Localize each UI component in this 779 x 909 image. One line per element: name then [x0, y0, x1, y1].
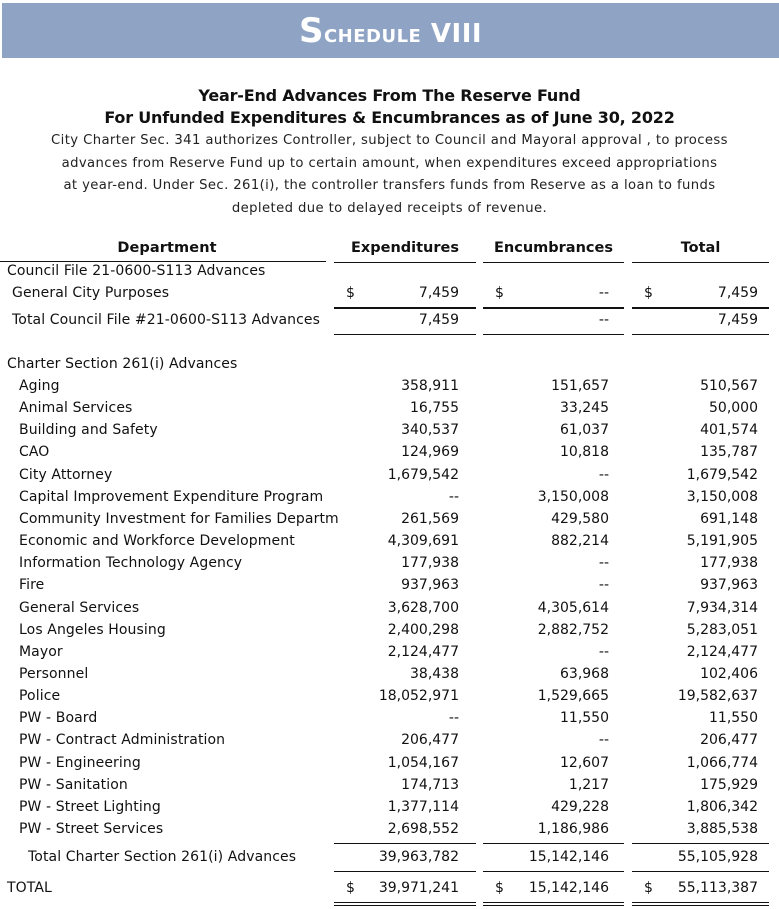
- encumbrances-cell: [483, 666, 624, 688]
- expenditures-cell: [334, 849, 476, 872]
- subtotal-label: Total Charter Section 261(i) Advances: [28, 849, 297, 865]
- encumbrances-cell: [483, 444, 624, 466]
- total-value: 102,406: [700, 666, 758, 682]
- encumbrances-cell: [483, 755, 624, 777]
- column-header-expenditures: [334, 240, 476, 263]
- expenditures-value: 937,963: [401, 577, 459, 594]
- total-value: 3,150,008: [686, 488, 758, 505]
- table-row: [0, 688, 779, 710]
- table-row: [0, 600, 779, 622]
- expenditures-cell: [334, 732, 476, 754]
- expenditures-value: 4,309,691: [387, 533, 459, 549]
- department-name: Community Investment for Families Departm: [19, 510, 339, 527]
- total-value: 55,105,928: [677, 849, 758, 865]
- expenditures-cell: [334, 600, 476, 622]
- total-cell: [632, 710, 769, 732]
- expenditures-cell: [334, 666, 476, 688]
- encumbrances-value: 3,150,008: [537, 488, 609, 505]
- total-cell: [632, 821, 769, 844]
- department-name: Building and Safety: [19, 422, 158, 439]
- total-cell: [632, 688, 769, 710]
- expenditures-value: --: [448, 710, 459, 727]
- total-cell: [632, 400, 769, 422]
- total-value: 510,567: [700, 378, 758, 394]
- encumbrances-cell: [483, 777, 624, 799]
- description-line: City Charter Sec. 341 authorizes Controller, subject to Council and Mayoral approval , to process: [51, 133, 728, 148]
- encumbrances-value: 1,186,986: [537, 821, 609, 837]
- encumbrances-value: --: [598, 285, 609, 301]
- expenditures-value: 1,679,542: [387, 466, 459, 483]
- total-cell: [632, 600, 769, 622]
- expenditures-value: 340,537: [401, 422, 459, 439]
- table-row: [0, 511, 779, 533]
- currency-symbol: $: [644, 880, 653, 896]
- section-label: Charter Section 261(i) Advances: [7, 356, 238, 372]
- schedule-title-rest: chedule VIII: [323, 18, 483, 49]
- expenditures-value: 206,477: [401, 732, 459, 749]
- expenditures-value: 2,400,298: [387, 621, 459, 638]
- total-cell: [632, 732, 769, 754]
- total-cell: [632, 489, 769, 511]
- expenditures-cell: [334, 755, 476, 777]
- expenditures-value: 38,438: [410, 666, 459, 682]
- total-cell: [632, 755, 769, 777]
- encumbrances-value: 33,245: [560, 400, 609, 417]
- encumbrances-cell: [483, 511, 624, 533]
- encumbrances-value: 429,228: [551, 798, 609, 815]
- department-name: General City Purposes: [12, 285, 170, 301]
- subtotal-row-council-file: [0, 312, 779, 334]
- expenditures-value: 7,459: [418, 285, 459, 301]
- total-value: 11,550: [709, 710, 758, 727]
- table-row: [0, 555, 779, 577]
- encumbrances-value: 1,529,665: [537, 688, 609, 705]
- total-cell: [632, 285, 769, 309]
- encumbrances-value: 429,580: [551, 510, 609, 527]
- total-value: 135,787: [700, 444, 758, 461]
- currency-symbol: $: [644, 285, 653, 301]
- expenditures-cell: [334, 312, 476, 335]
- encumbrances-cell: [483, 799, 624, 821]
- encumbrances-cell: [483, 688, 624, 710]
- total-value: 1,806,342: [686, 798, 758, 815]
- section-header-charter: [0, 356, 779, 378]
- expenditures-value: 177,938: [401, 555, 459, 572]
- total-cell: [632, 555, 769, 577]
- table-row: [0, 533, 779, 555]
- expenditures-value: 174,713: [401, 776, 459, 793]
- department-name: General Services: [19, 599, 140, 616]
- header-underline: [0, 261, 326, 262]
- encumbrances-value: --: [598, 643, 609, 660]
- department-name: PW - Street Lighting: [19, 798, 161, 815]
- department-name: Personnel: [19, 666, 89, 682]
- encumbrances-value: 15,142,146: [528, 880, 609, 896]
- encumbrances-cell: [483, 422, 624, 444]
- grand-total-label: TOTAL: [7, 880, 52, 896]
- description: [0, 130, 779, 220]
- total-value: 7,459: [717, 285, 758, 301]
- total-value: 206,477: [700, 732, 758, 749]
- encumbrances-cell: [483, 849, 624, 872]
- department-name: Los Angeles Housing: [19, 621, 166, 638]
- total-cell: [632, 378, 769, 400]
- table-row: [0, 400, 779, 422]
- description-line: advances from Reserve Fund up to certain amount, when expenditures exceed appropriations: [61, 155, 718, 171]
- department-name: PW - Contract Administration: [19, 732, 226, 749]
- encumbrances-cell: [483, 555, 624, 577]
- encumbrances-cell: [483, 312, 624, 335]
- encumbrances-value: --: [598, 466, 609, 483]
- expenditures-cell: [334, 710, 476, 732]
- table-row: [0, 285, 779, 307]
- expenditures-value: 39,971,241: [378, 880, 459, 896]
- currency-symbol: $: [346, 880, 355, 896]
- expenditures-value: 7,459: [418, 312, 459, 328]
- table-row: [0, 577, 779, 599]
- expenditures-cell: [334, 400, 476, 422]
- table-row: [0, 799, 779, 821]
- encumbrances-cell: [483, 732, 624, 754]
- total-value: 5,191,905: [686, 533, 758, 549]
- department-name: Police: [19, 688, 61, 705]
- encumbrances-cell: [483, 378, 624, 400]
- column-header-encumbrances-label: Encumbrances: [494, 240, 613, 256]
- total-cell: [632, 644, 769, 666]
- encumbrances-cell: [483, 710, 624, 732]
- department-name: Capital Improvement Expenditure Program: [19, 488, 324, 505]
- total-cell: [632, 799, 769, 821]
- encumbrances-value: 2,882,752: [537, 621, 609, 638]
- expenditures-value: --: [448, 488, 459, 505]
- encumbrances-value: --: [598, 577, 609, 594]
- expenditures-value: 124,969: [401, 444, 459, 461]
- encumbrances-value: --: [598, 732, 609, 749]
- encumbrances-value: 12,607: [560, 754, 609, 771]
- expenditures-cell: [334, 880, 476, 906]
- total-cell: [632, 312, 769, 335]
- table-row: [0, 489, 779, 511]
- department-name: PW - Sanitation: [19, 776, 128, 793]
- department-name: Information Technology Agency: [19, 555, 243, 572]
- encumbrances-value: 10,818: [560, 444, 609, 461]
- encumbrances-value: --: [598, 312, 609, 328]
- expenditures-cell: [334, 285, 476, 309]
- encumbrances-value: 15,142,146: [528, 849, 609, 865]
- schedule-title: [299, 11, 482, 51]
- currency-symbol: $: [495, 285, 504, 301]
- expenditures-cell: [334, 444, 476, 466]
- department-name: City Attorney: [19, 466, 113, 483]
- table-row: [0, 467, 779, 489]
- total-cell: [632, 467, 769, 489]
- table-row: [0, 777, 779, 799]
- expenditures-cell: [334, 511, 476, 533]
- column-header-department: Department: [117, 240, 217, 256]
- total-cell: [632, 622, 769, 644]
- total-value: 7,934,314: [686, 599, 758, 616]
- encumbrances-cell: [483, 533, 624, 555]
- report-title: Year-End Advances From The Reserve Fund: [198, 86, 581, 105]
- total-cell: [632, 444, 769, 466]
- expenditures-cell: [334, 577, 476, 599]
- expenditures-cell: [334, 533, 476, 555]
- department-name: Economic and Workforce Development: [19, 533, 295, 549]
- currency-symbol: $: [346, 285, 355, 301]
- table-row: [0, 622, 779, 644]
- column-header-expenditures-label: Expenditures: [350, 240, 459, 256]
- column-header-encumbrances: [483, 240, 624, 263]
- encumbrances-value: 61,037: [560, 422, 609, 439]
- department-name: Aging: [19, 378, 60, 394]
- total-cell: [632, 533, 769, 555]
- table-row: [0, 444, 779, 466]
- encumbrances-cell: [483, 285, 624, 309]
- expenditures-cell: [334, 821, 476, 844]
- description-line: depleted due to delayed receipts of revenue.: [231, 200, 548, 216]
- expenditures-cell: [334, 422, 476, 444]
- expenditures-cell: [334, 688, 476, 710]
- total-cell: [632, 577, 769, 599]
- total-value: 401,574: [700, 422, 758, 439]
- report-subtitle: For Unfunded Expenditures & Encumbrances as of June 30, 2022: [104, 108, 675, 127]
- total-value: 7,459: [717, 312, 758, 328]
- grand-total-row: [0, 880, 779, 902]
- total-cell: [632, 666, 769, 688]
- total-value: 937,963: [700, 577, 758, 594]
- section-label: Council File 21-0600-S113 Advances: [7, 263, 266, 279]
- total-value: 2,124,477: [686, 643, 758, 660]
- total-value: 19,582,637: [677, 688, 758, 705]
- expenditures-cell: [334, 467, 476, 489]
- total-value: 1,066,774: [686, 754, 758, 771]
- expenditures-cell: [334, 378, 476, 400]
- total-value: 691,148: [700, 510, 758, 527]
- total-value: 50,000: [709, 400, 758, 417]
- table-row: [0, 755, 779, 777]
- schedule-banner: [2, 3, 779, 58]
- expenditures-value: 1,377,114: [387, 798, 459, 815]
- total-value: 175,929: [700, 776, 758, 793]
- total-cell: [632, 422, 769, 444]
- encumbrances-value: 4,305,614: [537, 599, 609, 616]
- table-row: [0, 710, 779, 732]
- table-row: [0, 378, 779, 400]
- total-cell: [632, 511, 769, 533]
- department-name: PW - Street Services: [19, 821, 164, 837]
- encumbrances-value: 63,968: [560, 666, 609, 682]
- department-name: Fire: [19, 577, 45, 594]
- total-value: 55,113,387: [677, 880, 758, 896]
- encumbrances-cell: [483, 400, 624, 422]
- table-row: [0, 422, 779, 444]
- encumbrances-cell: [483, 489, 624, 511]
- expenditures-value: 1,054,167: [387, 754, 459, 771]
- expenditures-value: 3,628,700: [387, 599, 459, 616]
- department-name: CAO: [19, 444, 50, 461]
- expenditures-value: 2,698,552: [387, 821, 459, 837]
- department-name: PW - Board: [19, 710, 98, 727]
- expenditures-value: 39,963,782: [378, 849, 459, 865]
- expenditures-cell: [334, 777, 476, 799]
- expenditures-cell: [334, 644, 476, 666]
- encumbrances-cell: [483, 577, 624, 599]
- total-cell: [632, 880, 769, 906]
- encumbrances-cell: [483, 622, 624, 644]
- total-value: 1,679,542: [686, 466, 758, 483]
- total-value: 3,885,538: [686, 821, 758, 837]
- column-header-total-label: Total: [680, 240, 721, 256]
- total-cell: [632, 777, 769, 799]
- expenditures-cell: [334, 489, 476, 511]
- table-row: [0, 732, 779, 754]
- schedule-title-initial: S: [298, 10, 324, 51]
- table-header: [0, 240, 779, 262]
- expenditures-value: 358,911: [401, 378, 459, 394]
- expenditures-value: 2,124,477: [387, 643, 459, 660]
- subtotal-row-charter: [0, 849, 779, 871]
- department-name: Animal Services: [19, 400, 133, 417]
- description-line: at year-end. Under Sec. 261(i), the controller transfers funds from Reserve as a loan to funds: [63, 178, 716, 193]
- section-header-council-file: [0, 263, 779, 285]
- expenditures-cell: [334, 555, 476, 577]
- department-name: PW - Engineering: [19, 754, 141, 771]
- expenditures-value: 16,755: [410, 400, 459, 417]
- expenditures-cell: [334, 799, 476, 821]
- encumbrances-cell: [483, 880, 624, 906]
- subtotal-label: Total Council File #21-0600-S113 Advances: [12, 312, 321, 328]
- encumbrances-value: 1,217: [568, 776, 609, 793]
- encumbrances-cell: [483, 600, 624, 622]
- table-row: [0, 666, 779, 688]
- encumbrances-cell: [483, 467, 624, 489]
- expenditures-value: 261,569: [401, 510, 459, 527]
- total-value: 5,283,051: [686, 621, 758, 638]
- expenditures-value: 18,052,971: [378, 688, 459, 705]
- encumbrances-value: 882,214: [551, 533, 609, 549]
- encumbrances-cell: [483, 644, 624, 666]
- expenditures-cell: [334, 622, 476, 644]
- column-header-total: [632, 240, 769, 263]
- total-cell: [632, 849, 769, 872]
- currency-symbol: $: [495, 880, 504, 896]
- encumbrances-value: 11,550: [560, 710, 609, 727]
- total-value: 177,938: [700, 555, 758, 572]
- encumbrances-cell: [483, 821, 624, 844]
- table-row: [0, 644, 779, 666]
- encumbrances-value: 151,657: [551, 378, 609, 394]
- department-name: Mayor: [19, 643, 63, 660]
- encumbrances-value: --: [598, 555, 609, 572]
- table-row: [0, 821, 779, 843]
